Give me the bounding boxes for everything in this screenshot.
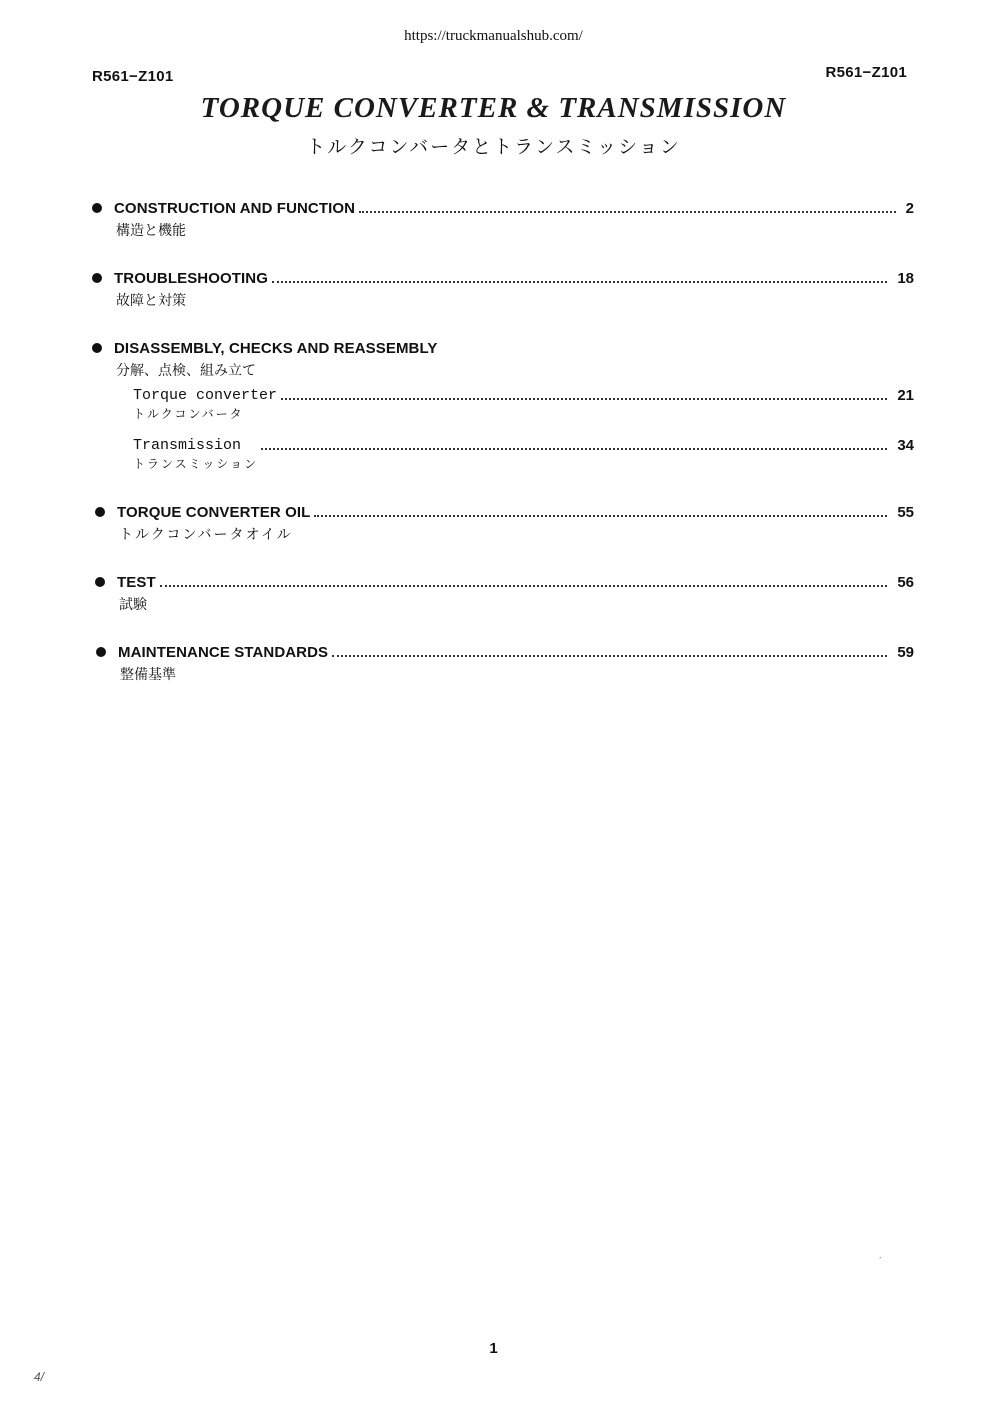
document-code-right: R561−Z101 [825, 64, 907, 81]
dot-leader [332, 654, 887, 657]
dot-leader [359, 210, 896, 213]
toc-entry-title: DISASSEMBLY, CHECKS AND REASSEMBLY [114, 340, 438, 357]
toc-entry-jp: 試験 [119, 597, 147, 613]
toc-subentry-torque-converter [133, 387, 914, 422]
toc-entry-jp: トルクコンバータオイル [119, 527, 293, 543]
toc-entry-title: CONSTRUCTION AND FUNCTION [114, 200, 356, 217]
source-url: https://truckmanualshub.com/ [404, 28, 583, 44]
toc-page-number: 59 [897, 644, 914, 661]
document-code-left: R561−Z101 [92, 68, 174, 85]
toc-page-number: 18 [897, 270, 914, 287]
toc-entry-title: TEST [117, 574, 156, 591]
bullet-icon [95, 507, 105, 517]
toc-entry-construction [92, 200, 914, 240]
page-number: 1 [489, 1340, 498, 1357]
dot-leader [272, 280, 887, 283]
page-subtitle-jp: トルクコンバータとトランスミッション [306, 136, 681, 158]
stray-mark: ´ [879, 1256, 882, 1266]
toc-entry-jp: 故障と対策 [116, 293, 186, 309]
toc-subentry-jp: トランスミッション [133, 457, 259, 471]
dot-leader [160, 584, 888, 587]
toc-entry-title: TORQUE CONVERTER OIL [117, 504, 311, 521]
dot-leader [314, 514, 887, 517]
bullet-icon [95, 577, 105, 587]
toc-subentry-transmission [133, 437, 914, 472]
toc-entry-maintenance [96, 644, 914, 684]
toc-entry-jp: 分解、点検、組み立て [116, 363, 256, 379]
toc-subentry-title: Torque converter [133, 387, 278, 404]
toc-entry-troubleshooting [92, 270, 914, 310]
toc-page-number: 56 [897, 574, 914, 591]
bullet-icon [92, 203, 102, 213]
dot-leader [281, 397, 887, 400]
bullet-icon [92, 273, 102, 283]
toc-page-number: 2 [905, 200, 914, 217]
toc-entry-title: MAINTENANCE STANDARDS [118, 644, 329, 661]
toc-entry-oil [95, 504, 914, 544]
toc-entry-test [95, 574, 914, 614]
toc-subentry-jp: トルクコンバータ [133, 407, 244, 421]
page-title: TORQUE CONVERTER & TRANSMISSION [200, 92, 787, 124]
toc-entry-title: TROUBLESHOOTING [114, 270, 268, 287]
bullet-icon [92, 343, 102, 353]
toc-subentry-title: Transmission [133, 437, 242, 454]
toc-entry-jp: 整備基準 [120, 667, 176, 683]
bullet-icon [96, 647, 106, 657]
toc-entry-disassembly [92, 340, 914, 380]
dot-leader [261, 447, 887, 450]
toc-page-number: 34 [897, 437, 914, 454]
toc-entry-jp: 構造と機能 [116, 223, 186, 239]
toc-page-number: 55 [897, 504, 914, 521]
corner-mark: 4/ [34, 1370, 45, 1384]
toc-page-number: 21 [897, 387, 914, 404]
